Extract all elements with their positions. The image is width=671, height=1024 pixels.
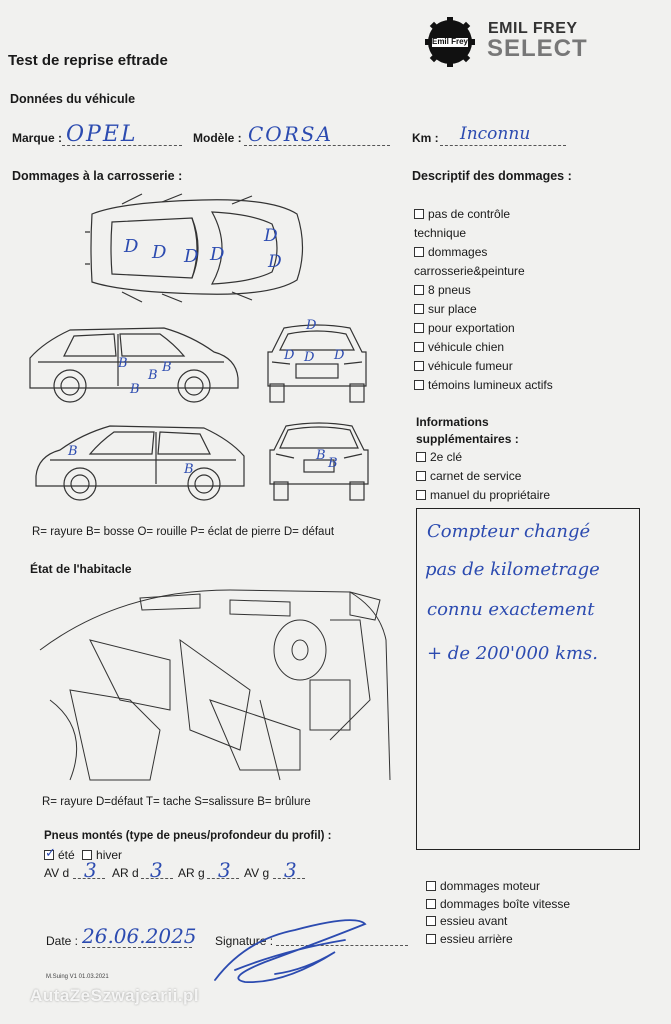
top-mark-6: D (268, 252, 282, 272)
rear-mark-2: B (328, 456, 338, 471)
interior-title: État de l'habitacle (30, 562, 132, 576)
side-right-mark-1: B (118, 356, 128, 371)
km-value: Inconnu (460, 124, 531, 144)
damage-item-no-inspection[interactable] (414, 205, 564, 243)
info-item-second-key[interactable] (416, 448, 550, 467)
top-mark-1: D (124, 236, 139, 257)
damage-item-export[interactable] (414, 319, 564, 338)
other-item-rear-axle[interactable] (426, 931, 570, 949)
info-item-owner-manual[interactable] (416, 486, 550, 505)
damage-description-title: Descriptif des dommages : (412, 169, 572, 183)
note-line-1: Compteur changé (427, 521, 591, 542)
rear-mark-1: B (316, 448, 326, 463)
tire-summer-checkbox[interactable]: ✓ (45, 846, 56, 861)
additional-info-title (416, 414, 519, 448)
checkbox[interactable] (426, 916, 436, 926)
damage-item-label: 8 pneus (428, 283, 471, 297)
damage-item-smoker-vehicle[interactable] (414, 357, 564, 376)
km-line (440, 145, 566, 146)
checkbox[interactable] (414, 209, 424, 219)
car-front-view-diagram (262, 322, 372, 406)
damage-item-label: dommages carrosserie&peinture (414, 245, 525, 278)
info-item-label: manuel du propriétaire (430, 488, 551, 502)
tire-av-g-label: AV g (244, 866, 270, 880)
interior-legend: R= rayure D=défaut T= tache S=salissure B= brûlure (42, 796, 311, 808)
brand-label: Marque : (12, 131, 63, 145)
additional-info-list (416, 448, 550, 505)
side-right-mark-4: B (130, 382, 140, 397)
checkbox[interactable] (414, 342, 424, 352)
logo-line2: SELECT (487, 35, 588, 62)
top-mark-5: D (264, 226, 278, 246)
other-item-label: dommages moteur (440, 879, 541, 893)
tire-summer-label: été (58, 848, 75, 862)
car-side-left-diagram (28, 420, 250, 504)
front-mark-1: D (306, 318, 317, 333)
damage-item-label: pas de contrôle technique (414, 207, 511, 240)
checkbox[interactable] (414, 285, 424, 295)
interior-diagram (30, 580, 400, 790)
other-damages-list (426, 878, 570, 948)
model-value: CORSA (248, 122, 333, 146)
brand-value: OPEL (66, 122, 138, 147)
info-item-label: 2e clé (430, 450, 463, 464)
tire-ar-g-value: 3 (218, 858, 231, 882)
front-mark-4: D (334, 348, 345, 363)
tire-av-d-value: 3 (84, 858, 97, 882)
tire-winter-label: hiver (96, 848, 123, 862)
tire-ar-d-label: AR d (112, 866, 139, 880)
logo-badge-text: Emil Frey (431, 37, 468, 46)
other-item-label: essieu avant (440, 914, 508, 928)
damage-description-list (414, 205, 564, 395)
checkbox[interactable] (414, 323, 424, 333)
checkbox[interactable] (414, 247, 424, 257)
damage-item-label: sur place (428, 302, 477, 316)
damage-item-8-tires[interactable] (414, 281, 564, 300)
footer-version: M.Suing V1 01.03.2021 (46, 974, 109, 980)
tire-ar-g-label: AR g (178, 866, 205, 880)
top-mark-2: D (152, 242, 167, 263)
form-title: Test de reprise eftrade (8, 52, 168, 69)
side-left-mark-1: B (68, 444, 78, 459)
damage-item-body-paint[interactable] (414, 243, 564, 281)
note-line-2: pas de kilometrage (425, 559, 600, 580)
note-line-4: + de 200'000 kms. (427, 643, 599, 664)
other-item-gearbox[interactable] (426, 896, 570, 914)
signature-drawing (205, 900, 375, 990)
damage-item-label: témoins lumineux actifs (428, 378, 553, 392)
vehicle-section-title: Données du véhicule (10, 92, 136, 106)
info-item-service-book[interactable] (416, 467, 550, 486)
checkbox[interactable] (426, 881, 436, 891)
note-line-3: connu exactement (427, 599, 595, 620)
logo-line1: EMIL FREY (488, 20, 578, 37)
km-label: Km : (412, 131, 439, 145)
model-label: Modèle : (193, 131, 242, 145)
damage-item-label: véhicule chien (428, 340, 505, 354)
checkbox[interactable] (414, 361, 424, 371)
front-mark-2: D (284, 348, 295, 363)
tires-title: Pneus montés (type de pneus/profondeur du profil) : (44, 830, 332, 842)
damage-item-warning-lights[interactable] (414, 376, 564, 395)
damage-item-label: véhicule fumeur (428, 359, 513, 373)
signature-label: Signature : (215, 934, 274, 948)
checkbox[interactable] (416, 471, 426, 481)
other-item-front-axle[interactable] (426, 913, 570, 931)
date-value: 26.06.2025 (82, 924, 197, 948)
checkbox[interactable] (426, 934, 436, 944)
tire-av-g-value: 3 (284, 858, 297, 882)
other-item-label: dommages boîte vitesse (440, 896, 571, 911)
side-right-mark-3: B (162, 360, 172, 375)
side-right-mark-2: B (148, 368, 158, 383)
damage-item-on-site[interactable] (414, 300, 564, 319)
checkbox[interactable] (426, 899, 436, 909)
damage-item-dog-vehicle[interactable] (414, 338, 564, 357)
other-item-engine[interactable] (426, 878, 570, 896)
checkbox[interactable] (414, 380, 424, 390)
body-damage-title: Dommages à la carrosserie : (12, 169, 183, 183)
notes-box[interactable] (416, 508, 640, 850)
watermark: AutaZeSzwajcarii.pl (30, 986, 200, 1005)
tire-ar-d-value: 3 (150, 858, 163, 882)
top-mark-3: D (184, 246, 199, 267)
side-left-mark-2: B (184, 462, 194, 477)
other-item-label: essieu arrière (440, 931, 513, 946)
checkbox[interactable] (416, 452, 426, 462)
additional-info-title-line2: supplémentaires : (416, 432, 519, 446)
tire-av-d-label: AV d (44, 866, 70, 880)
body-legend: R= rayure B= bosse O= rouille P= éclat de pierre D= défaut (32, 526, 335, 538)
damage-item-label: pour exportation (428, 321, 515, 335)
date-label: Date : (46, 934, 79, 948)
checkbox[interactable] (416, 490, 426, 500)
additional-info-title-line1: Informations (416, 415, 489, 429)
top-mark-4: D (210, 244, 225, 265)
emil-frey-logo (424, 16, 588, 66)
info-item-label: carnet de service (430, 469, 522, 483)
checkbox[interactable] (414, 304, 424, 314)
front-mark-3: D (304, 350, 315, 365)
